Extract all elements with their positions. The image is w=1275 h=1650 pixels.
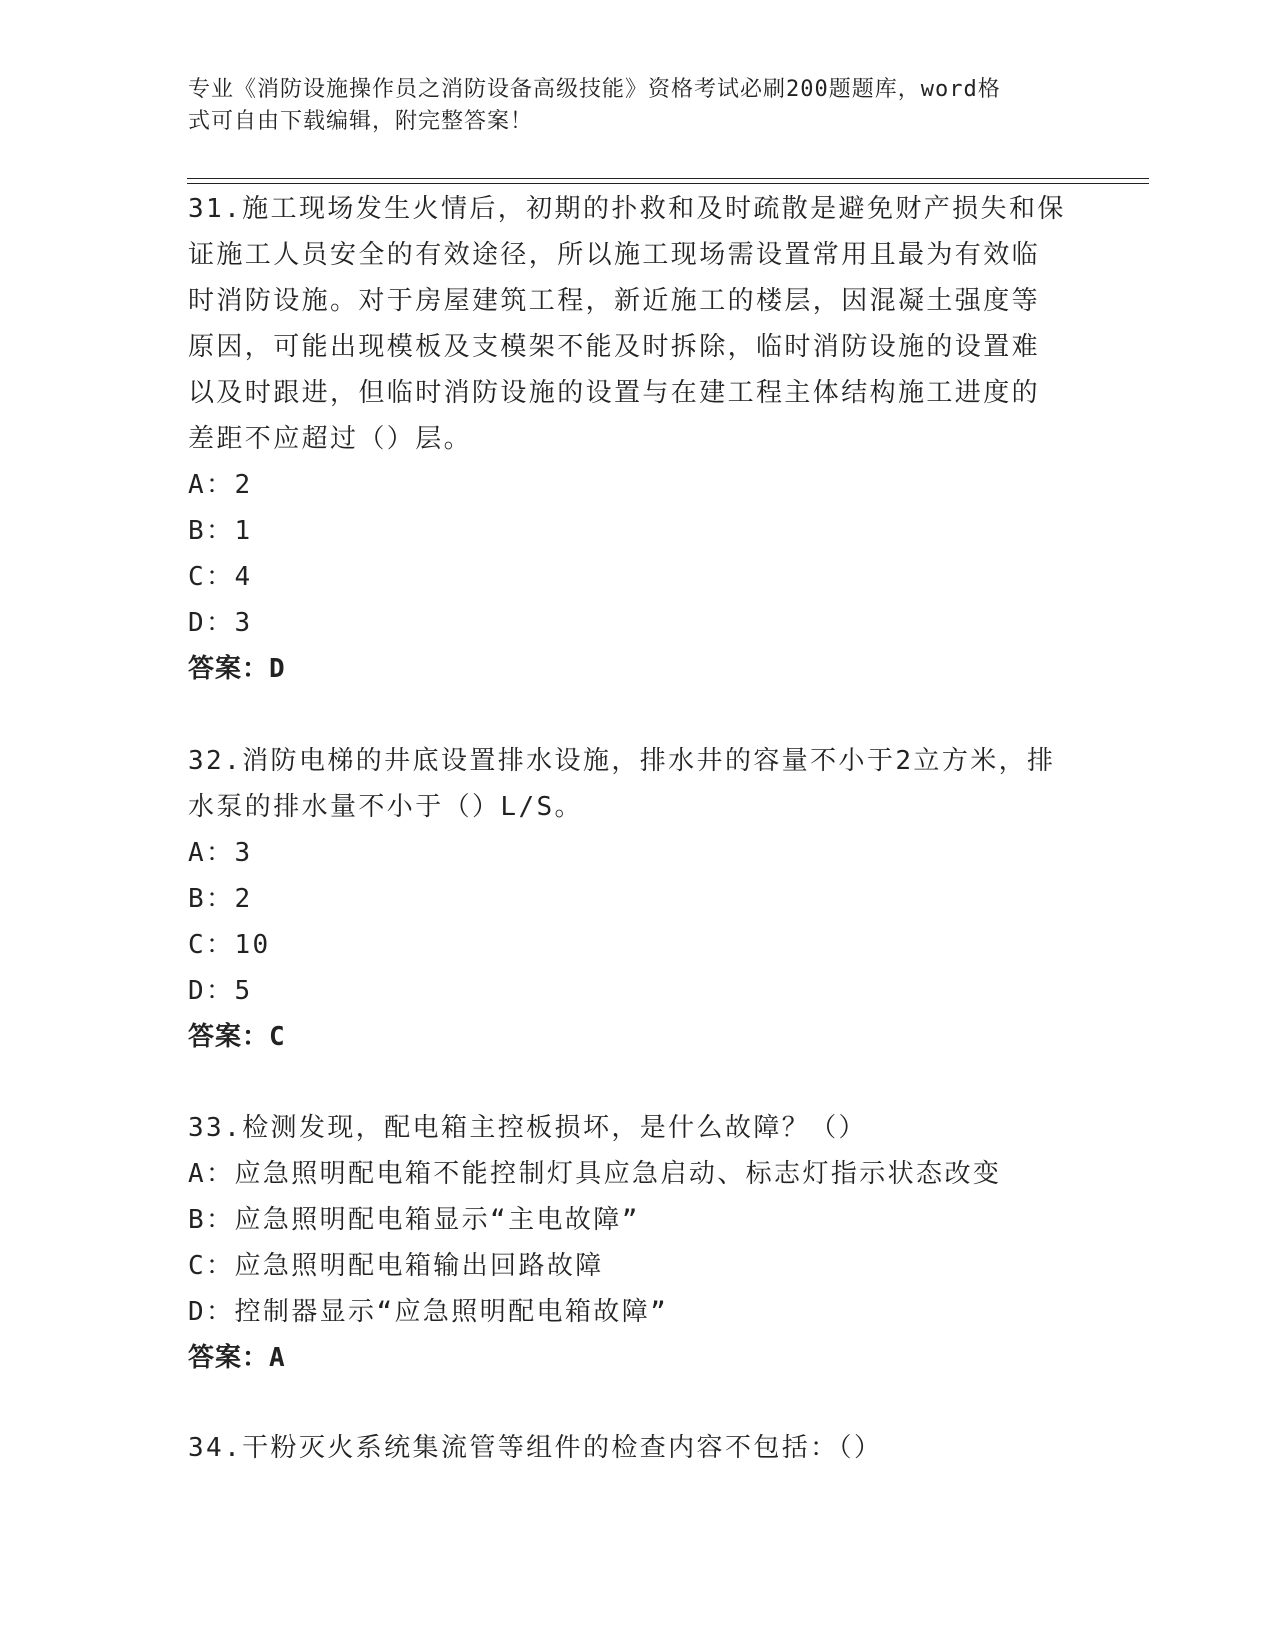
question-stem-line: 34.干粉灭火系统集流管等组件的检查内容不包括：（）	[188, 1433, 883, 1463]
question-33	[188, 1105, 1078, 1381]
question-stem-line: 差距不应超过（）层。	[188, 424, 473, 454]
question-34	[188, 1425, 1078, 1471]
option-a: A：3	[188, 838, 253, 868]
option-a: A：2	[188, 470, 253, 500]
question-stem-line: 31.施工现场发生火情后，初期的扑救和及时疏散是避免财产损失和保	[188, 194, 1066, 224]
answer: 答案：D	[188, 654, 286, 684]
option-c: C：10	[188, 930, 271, 960]
option-d: D：3	[188, 608, 253, 638]
header-divider	[187, 183, 1149, 184]
question-stem-line: 水泵的排水量不小于（）L/S。	[188, 792, 583, 822]
option-b: B：应急照明配电箱显示“主电故障”	[188, 1205, 640, 1235]
answer: 答案：C	[188, 1022, 286, 1052]
option-c: C：4	[188, 562, 253, 592]
header-line: 式可自由下载编辑，附完整答案！	[188, 109, 534, 134]
question-stem-line: 33.检测发现，配电箱主控板损坏，是什么故障？（）	[188, 1113, 867, 1143]
question-stem-line: 原因，可能出现模板及支模架不能及时拆除，临时消防设施的设置难	[188, 332, 1041, 362]
option-d: D：5	[188, 976, 253, 1006]
header-divider	[187, 178, 1149, 179]
question-stem-line: 证施工人员安全的有效途径，所以施工现场需设置常用且最为有效临	[188, 240, 1041, 270]
header-line: 专业《消防设施操作员之消防设备高级技能》资格考试必刷200题题库，word格	[188, 77, 1001, 102]
question-31	[188, 186, 1078, 692]
question-stem-line: 时消防设施。对于房屋建筑工程，新近施工的楼层，因混凝土强度等	[188, 286, 1041, 316]
question-stem-line: 以及时跟进，但临时消防设施的设置与在建工程主体结构施工进度的	[188, 378, 1041, 408]
answer: 答案：A	[188, 1343, 286, 1373]
option-b: B：1	[188, 516, 253, 546]
option-d: D：控制器显示“应急照明配电箱故障”	[188, 1297, 669, 1327]
option-c: C：应急照明配电箱输出回路故障	[188, 1251, 604, 1281]
question-stem-line: 32.消防电梯的井底设置排水设施，排水井的容量不小于2立方米，排	[188, 746, 1056, 776]
option-a: A：应急照明配电箱不能控制灯具应急启动、标志灯指示状态改变	[188, 1159, 1002, 1189]
question-32	[188, 738, 1078, 1060]
option-b: B：2	[188, 884, 253, 914]
page-header	[188, 74, 1078, 138]
